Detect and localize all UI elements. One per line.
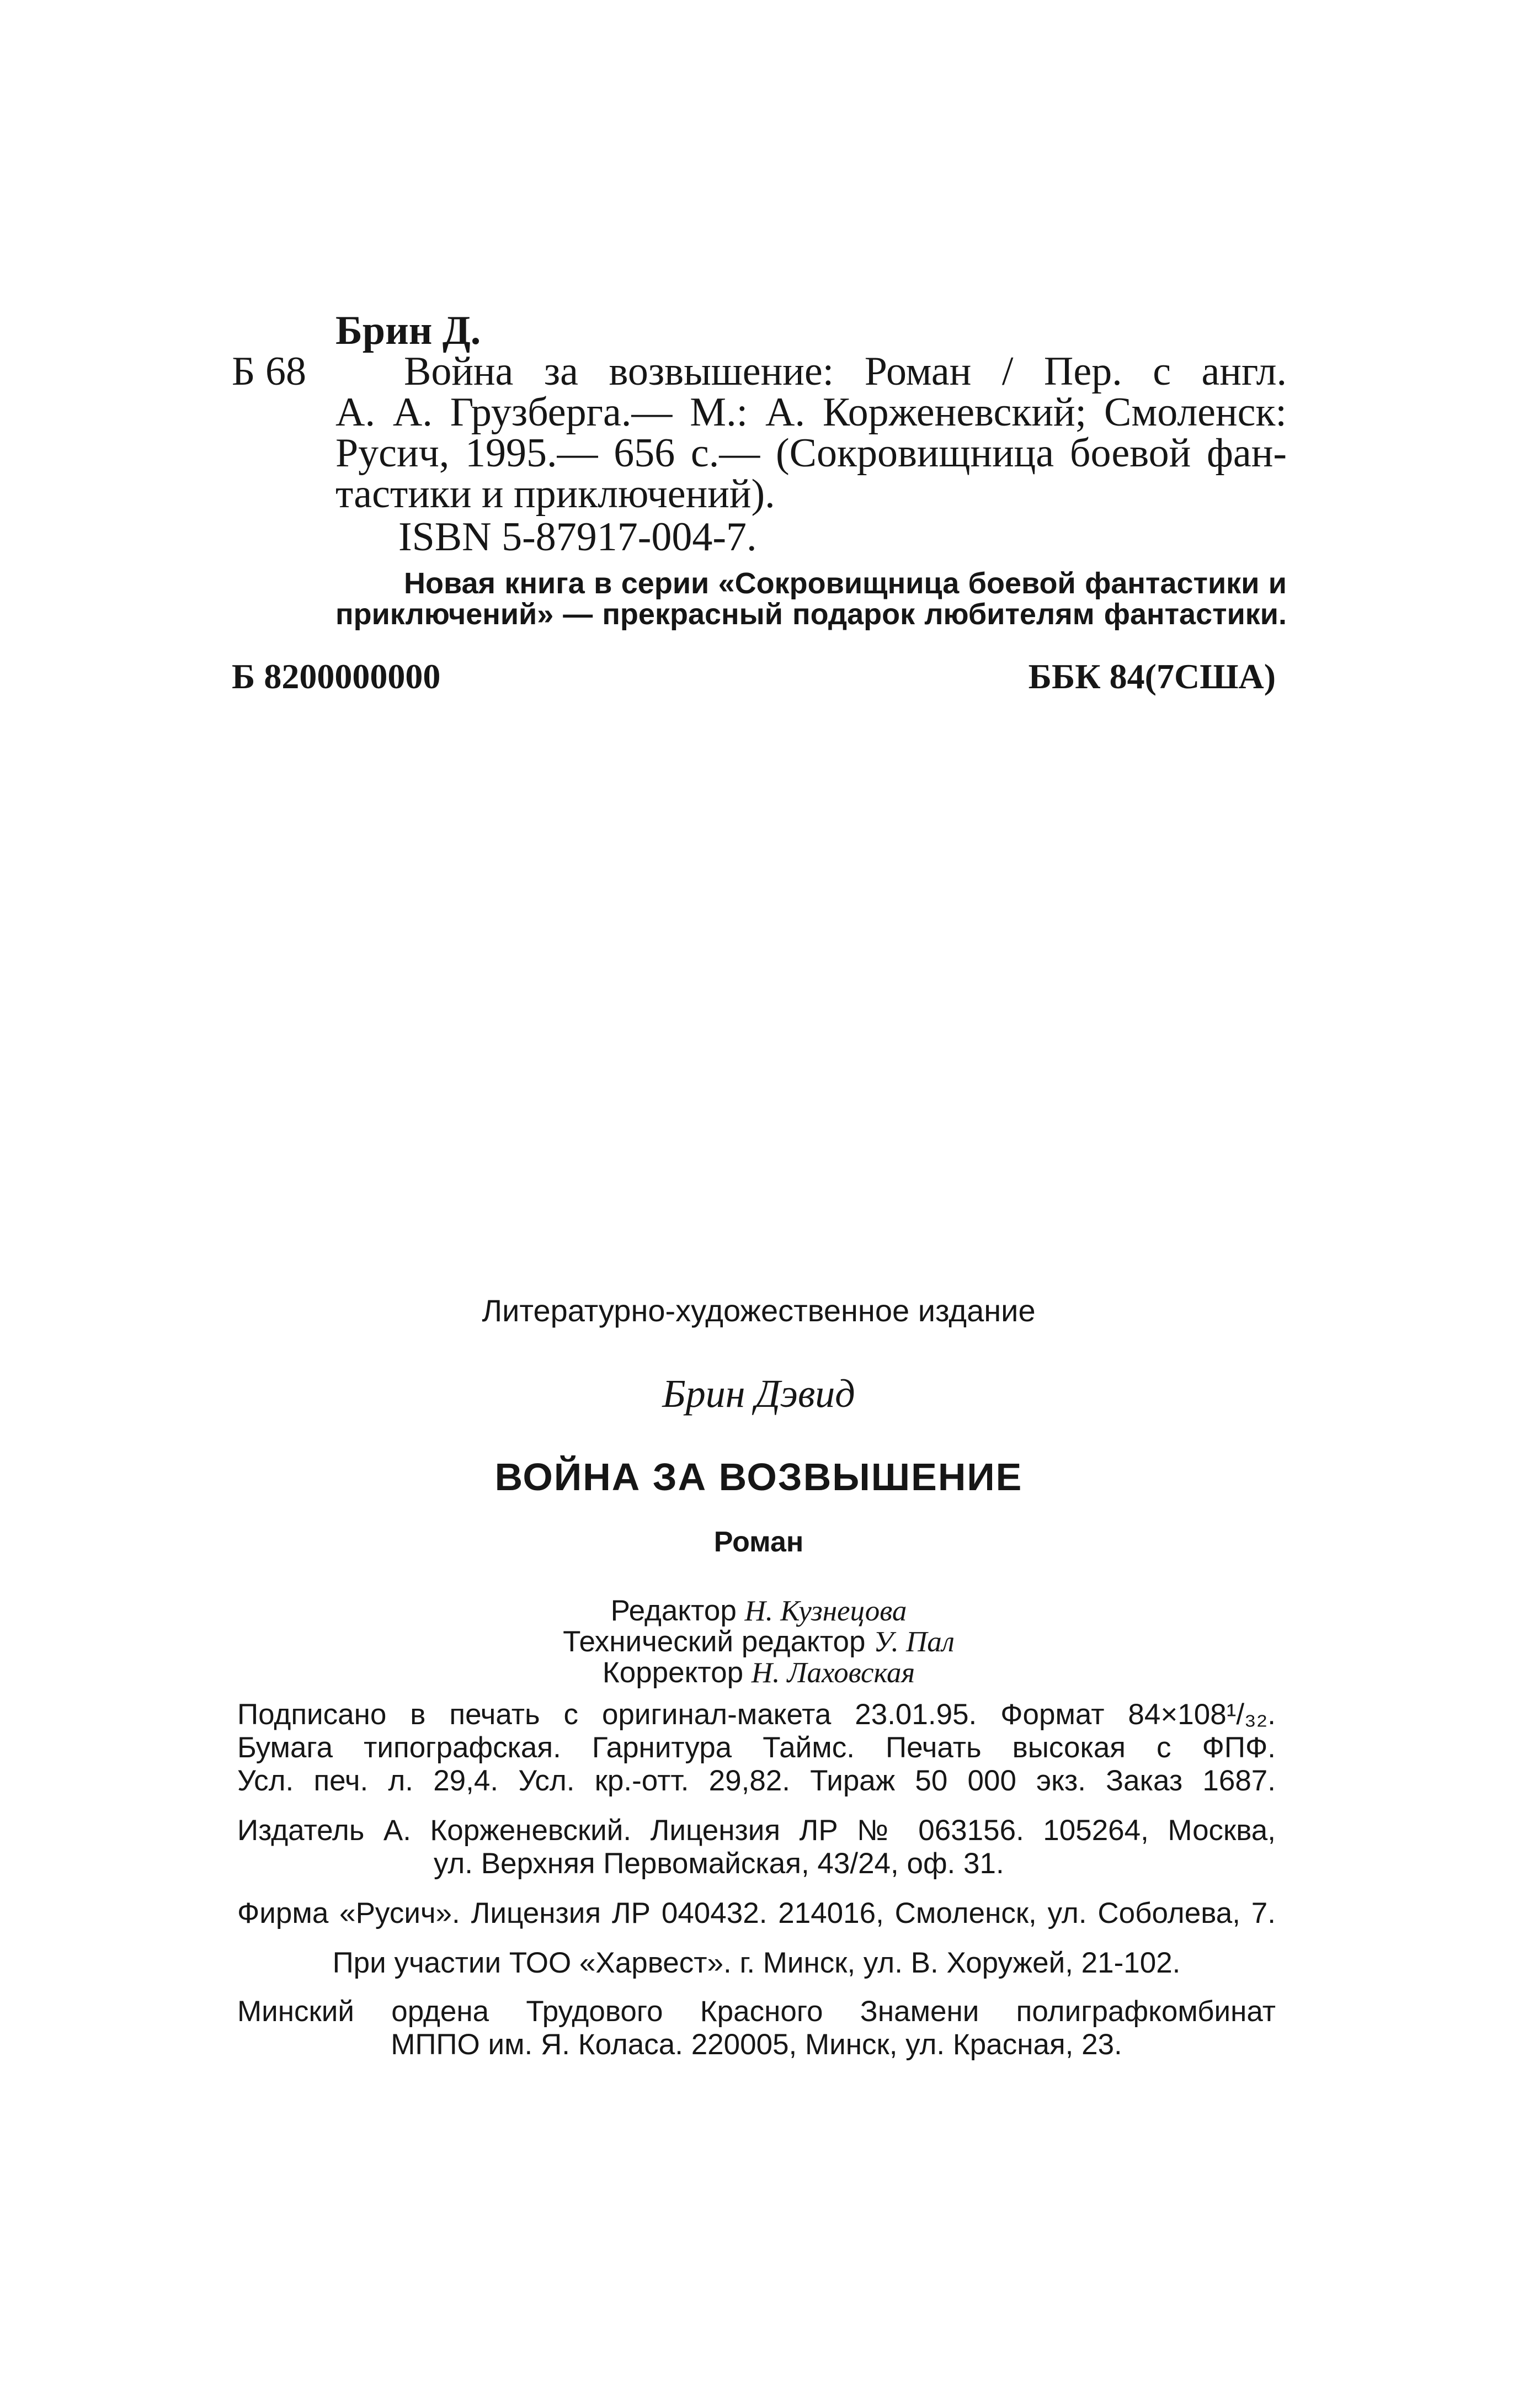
print-info-1: Подписано в печать с оригинал-макета 23.01.95. Формат 84×108¹/₃₂. (237, 1698, 1276, 1731)
catalog-line-1: Война за возвышение: Роман / Пер. с англ. (404, 349, 1287, 394)
printer-line-2: МППО им. Я. Коласа. 220005, Минск, ул. Красная, 23. (391, 2028, 1122, 2061)
imprint-title: ВОЙНА ЗА ВОЗВЫШЕНИЕ (494, 1455, 1023, 1498)
catalog-isbn: ISBN 5-87917-004-7. (398, 514, 757, 560)
edition-type: Литературно-художественное издание (482, 1293, 1036, 1328)
publisher-line-2: ул. Верхняя Первомайская, 43/24, оф. 31. (434, 1847, 1004, 1880)
staff-person: Н. Лаховская (751, 1657, 915, 1689)
staff-role: Технический редактор (563, 1625, 866, 1658)
staff-person: Н. Кузнецова (744, 1595, 907, 1627)
participation-line: При участии ТОО «Харвест». г. Минск, ул. В. Хоружей, 21-102. (332, 1947, 1181, 1979)
publisher-line-1: Издатель А. Корженевский. Лицензия ЛР № 063156. 105264, Москва, (237, 1814, 1276, 1847)
printer-line-1: Минский ордена Трудового Красного Знамени полиграфкомбинат (237, 1995, 1276, 2028)
catalog-annotation-2: приключений» — прекрасный подарок любителям фантастики. (335, 598, 1287, 631)
catalog-author-heading: Брин Д. (335, 308, 481, 353)
firm-line: Фирма «Русич». Лицензия ЛР 040432. 214016, Смоленск, ул. Соболева, 7. (237, 1897, 1276, 1929)
code-right: ББК 84(7США) (1028, 657, 1276, 696)
staff-role: Корректор (602, 1656, 744, 1689)
code-left: Б 8200000000 (232, 657, 441, 696)
print-info-3: Усл. печ. л. 29,4. Усл. кр.-отт. 29,82. Тираж 50 000 экз. Заказ 1687. (237, 1764, 1276, 1797)
staff-person: У. Пал (873, 1626, 955, 1658)
staff-tech-editor (221, 1627, 1297, 1657)
staff-editor (221, 1596, 1297, 1626)
imprint-author: Брин Дэвид (662, 1372, 855, 1416)
imprint-genre: Роман (713, 1526, 804, 1558)
catalog-line-3: Русич, 1995.— 656 с.— (Сокровищница боевой фан- (335, 430, 1287, 476)
print-info-2: Бумага типографская. Гарнитура Таймс. Печать высокая с ФПФ. (237, 1731, 1276, 1764)
catalog-shelf-code: Б 68 (232, 349, 306, 394)
staff-proofreader (221, 1658, 1297, 1688)
catalog-line-2: А. А. Грузберга.— М.: А. Корженевский; Смоленск: (335, 390, 1287, 435)
catalog-annotation-1: Новая книга в серии «Сокровищница боевой фантастики и (404, 567, 1287, 600)
catalog-line-4: тастики и приключений). (335, 471, 775, 517)
staff-role: Редактор (610, 1594, 737, 1627)
